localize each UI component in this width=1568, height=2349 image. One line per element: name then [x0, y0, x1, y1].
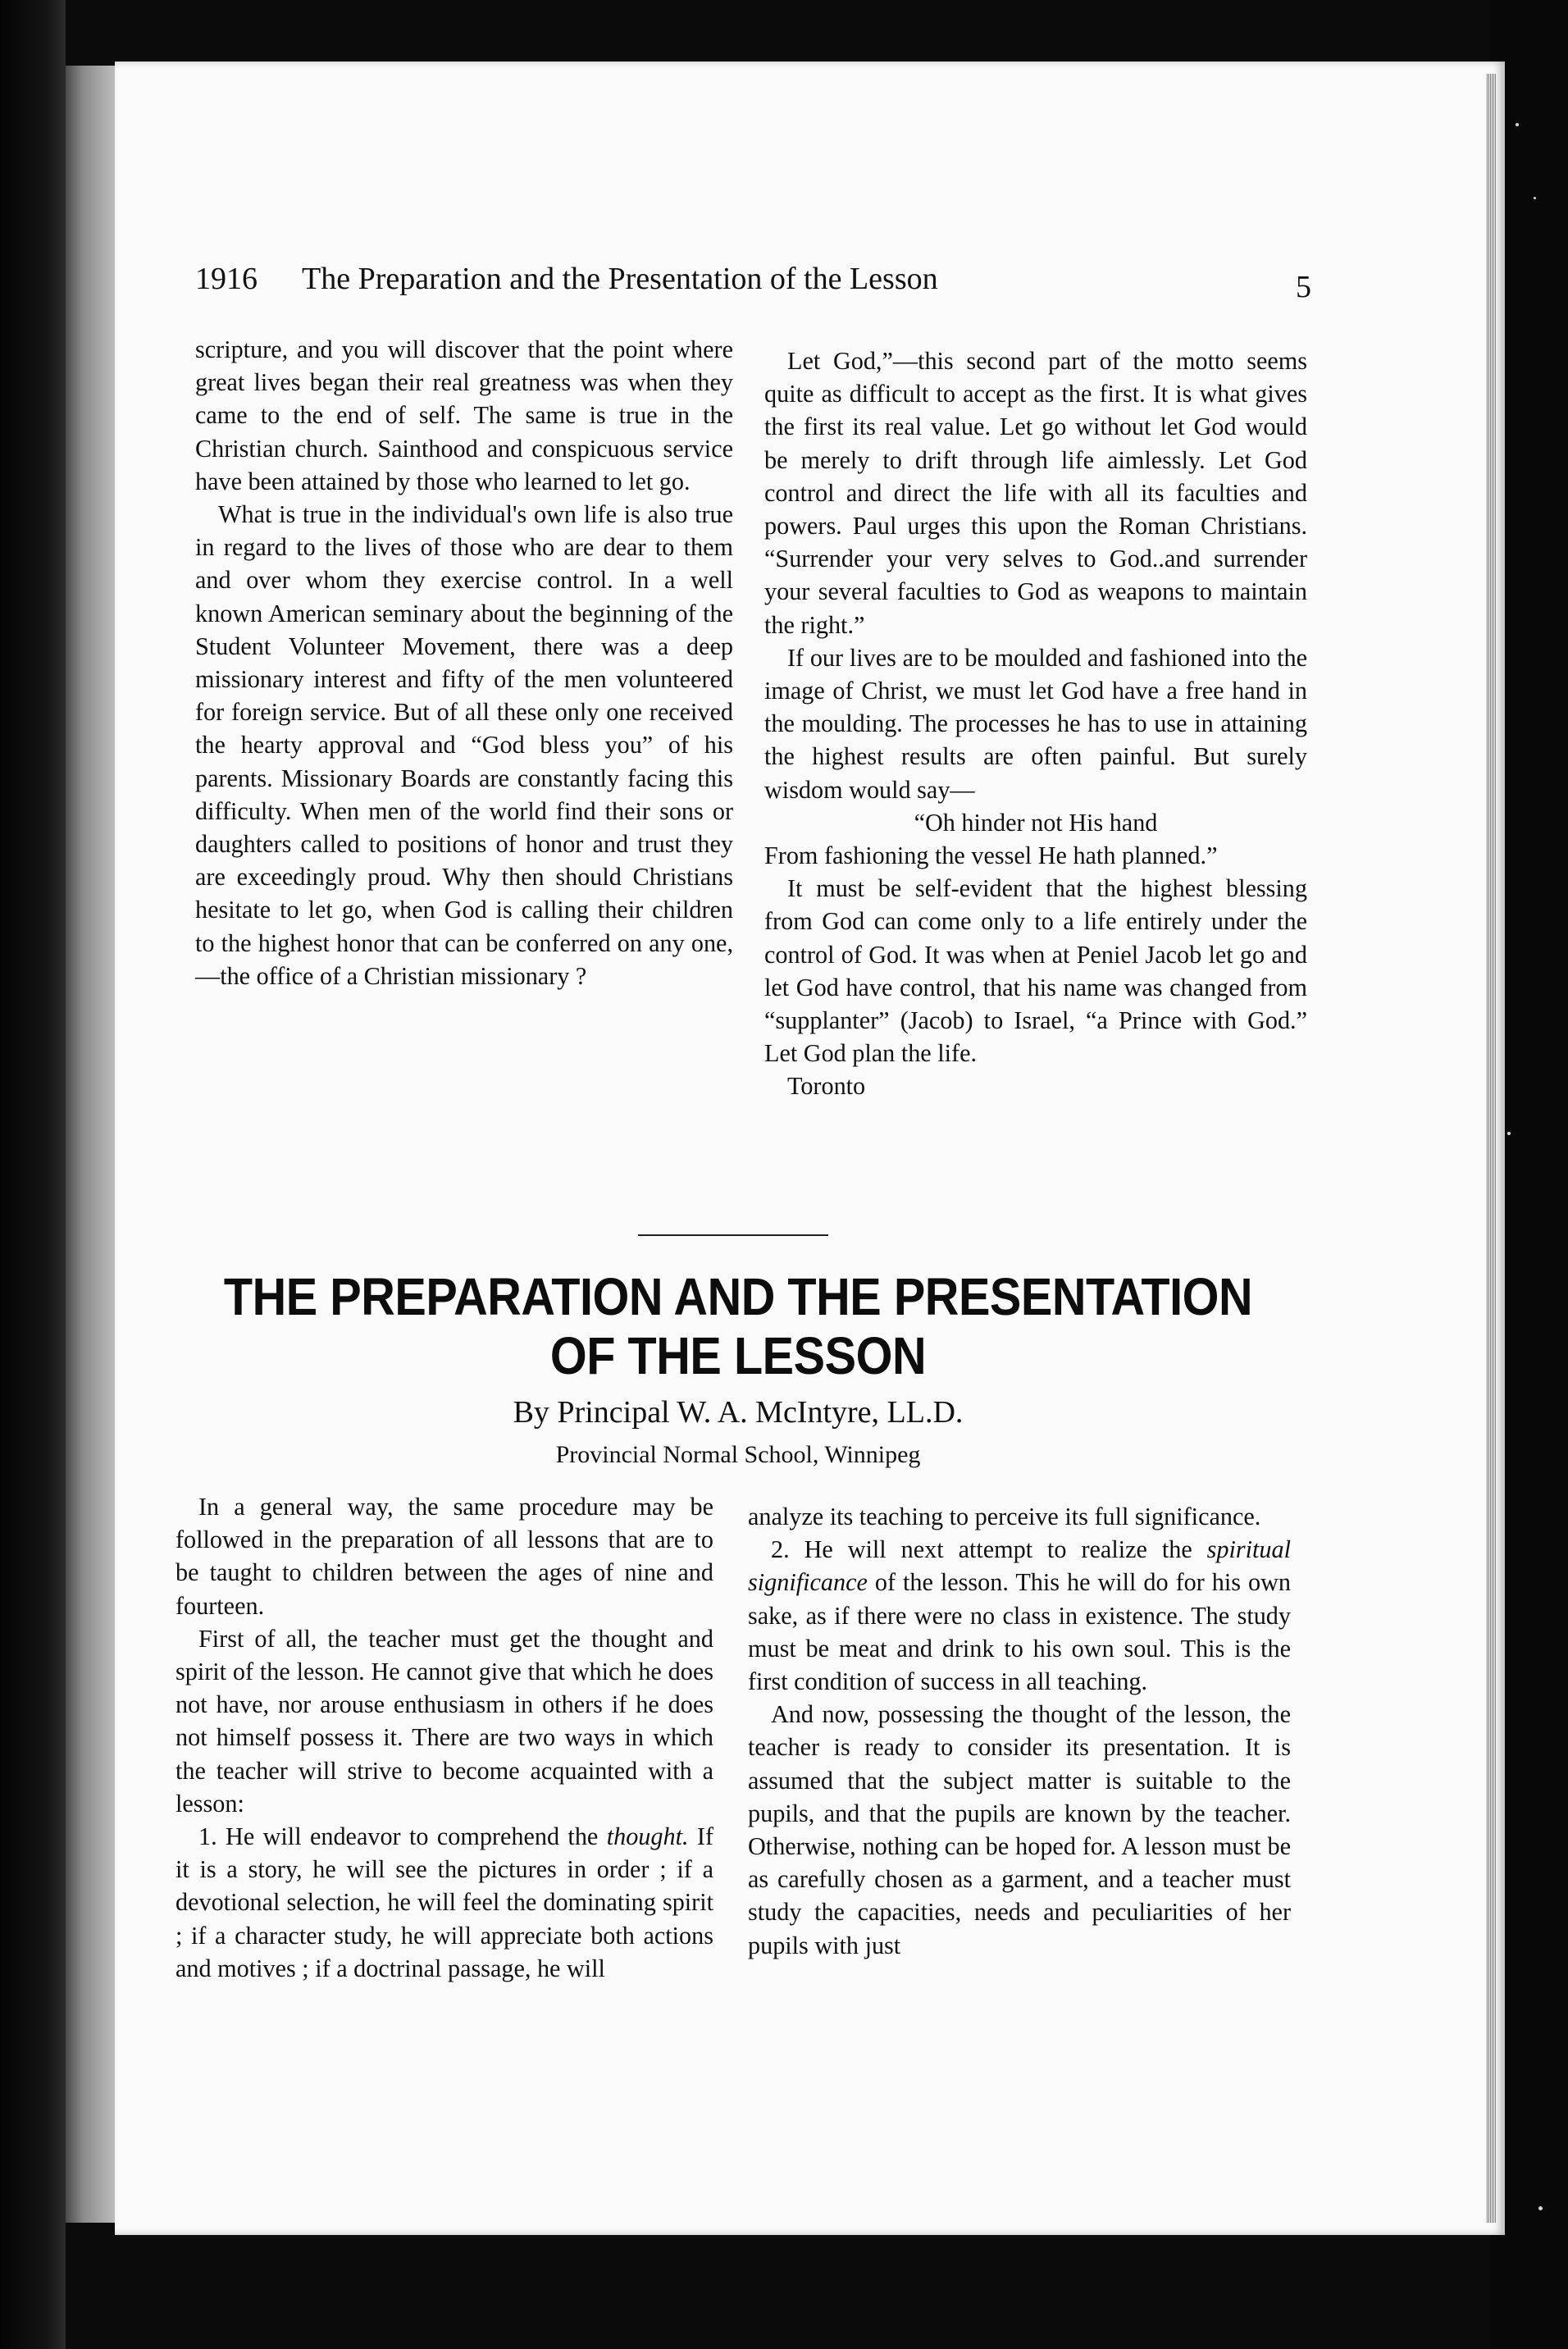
- page-edges: [1486, 74, 1496, 2223]
- header-running-title: The Preparation and the Presentation of the Lesson: [302, 262, 938, 296]
- top-right-column: [764, 344, 1307, 1103]
- running-header: [195, 261, 1311, 310]
- article-affiliation: Provincial Normal School, Winnipeg: [555, 1441, 921, 1468]
- item-text: If it is a story, he will see the pictures in order ; if a devotional selection, he will feel the dominating spirit ; if a character study, he will appreciate both actions and motives ; if a doctrinal passage, he will: [175, 1822, 714, 1982]
- paragraph: In a general way, the same procedure may be followed in the preparation of all lessons that are to be taught to children between the ages of nine and fourteen.: [175, 1493, 713, 1620]
- article-byline: By Principal W. A. McIntyre, LL.D.: [513, 1395, 964, 1430]
- bottom-right-column: [748, 1500, 1291, 1962]
- page-number: 5: [1296, 270, 1311, 304]
- paragraph: analyze its teaching to perceive its full significance.: [748, 1503, 1261, 1530]
- item-text: of the lesson. This he will do for his own sake, as if there were no class in existence. The study must be meat and drink to his own soul. This is the first condition of success in all teaching.: [748, 1568, 1291, 1696]
- header-year: 1916: [195, 262, 258, 296]
- signature-place: Toronto: [787, 1072, 866, 1101]
- item-prefix: 1. He will endeavor to comprehend the: [198, 1822, 607, 1851]
- poem-line: From fashioning the vessel He hath planned.”: [764, 842, 1218, 870]
- poem-line: “Oh hinder not His hand: [914, 808, 1158, 837]
- item-emphasis: thought.: [606, 1822, 689, 1851]
- item-emphasis: spiritual significance: [748, 1535, 1291, 1597]
- book-spine: [66, 66, 115, 2223]
- paragraph: It must be self-evident that the highest blessing from God can come only to a life entirely under the control of God. It was when at Peniel Jacob let go and let God have control, that his name was changed from “supplanter” (Jacob) to Israel, “a Prince with God.” Let God plan the life.: [764, 874, 1307, 1068]
- paragraph: And now, possessing the thought of the lesson, the teacher is ready to consider its presentation. It is assumed that the subject matter is suitable to the pupils, and that the pupils are known by the teacher. Otherwise, nothing can be hoped for. A lesson must be as carefully chosen as a garment, and a teacher must study the capacities, needs and peculiarities of her pupils with just: [748, 1700, 1291, 1959]
- paragraph: What is true in the individual's own life is also true in regard to the lives of those who are dear to them and over whom they exercise control. In a well known American seminary about the beginning of the Student Volunteer Movement, there was a deep missionary interest and fifty of the men volunteered for foreign service. But of all these only one received the hearty approval and “God bless you” of his parents. Missionary Boards are constantly facing this difficulty. When men of the world find their sons or daughters called to positions of honor and trust they are exceedingly proud. Why then should Christians hesitate to let go, when God is calling their children to the highest honor that can be conferred on any one,—the office of a Christian missionary ?: [195, 500, 733, 990]
- article-title: [207, 1267, 1269, 1385]
- paragraph: If our lives are to be moulded and fashioned into the image of Christ, we must let God have a free hand in the moulding. The processes he has to use in attaining the highest results are often painful. But surely wisdom would say—: [764, 643, 1307, 804]
- scan-frame-left: [0, 0, 66, 2349]
- paragraph: First of all, the teacher must get the thought and spirit of the lesson. He cannot give that which he does not have, nor arouse enthusiasm in others if he does not himself possess it. There are two ways in which the teacher will strive to become acquainted with a lesson:: [175, 1624, 713, 1818]
- paragraph: Let God,”—this second part of the motto seems quite as difficult to accept as the first. It is what gives the first its real value. Let go without let God would be merely to drift through life aimlessly. Let God control and direct the life with all its faculties and powers. Paul urges this upon the Roman Christians. “Surrender your very selves to God..and surrender your several faculties to God as weapons to maintain the right.”: [764, 347, 1307, 639]
- bottom-left-column: [175, 1490, 713, 1985]
- paragraph: scripture, and you will discover that the point where great lives began their real greatness was when they came to the end of self. The same is true in the Christian church. Sainthood and conspicuous service have been attained by those who learned to let go.: [195, 335, 733, 495]
- paragraph: [748, 1533, 1291, 1698]
- top-left-column: [195, 333, 733, 992]
- item-prefix: 2. He will next attempt to realize the: [771, 1535, 1207, 1564]
- article-title-line-2: OF THE LESSON: [549, 1326, 927, 1385]
- article-title-line-1: THE PREPARATION AND THE PRESENTATION: [223, 1267, 1253, 1326]
- paragraph: [175, 1820, 713, 1985]
- section-divider: [638, 1234, 828, 1236]
